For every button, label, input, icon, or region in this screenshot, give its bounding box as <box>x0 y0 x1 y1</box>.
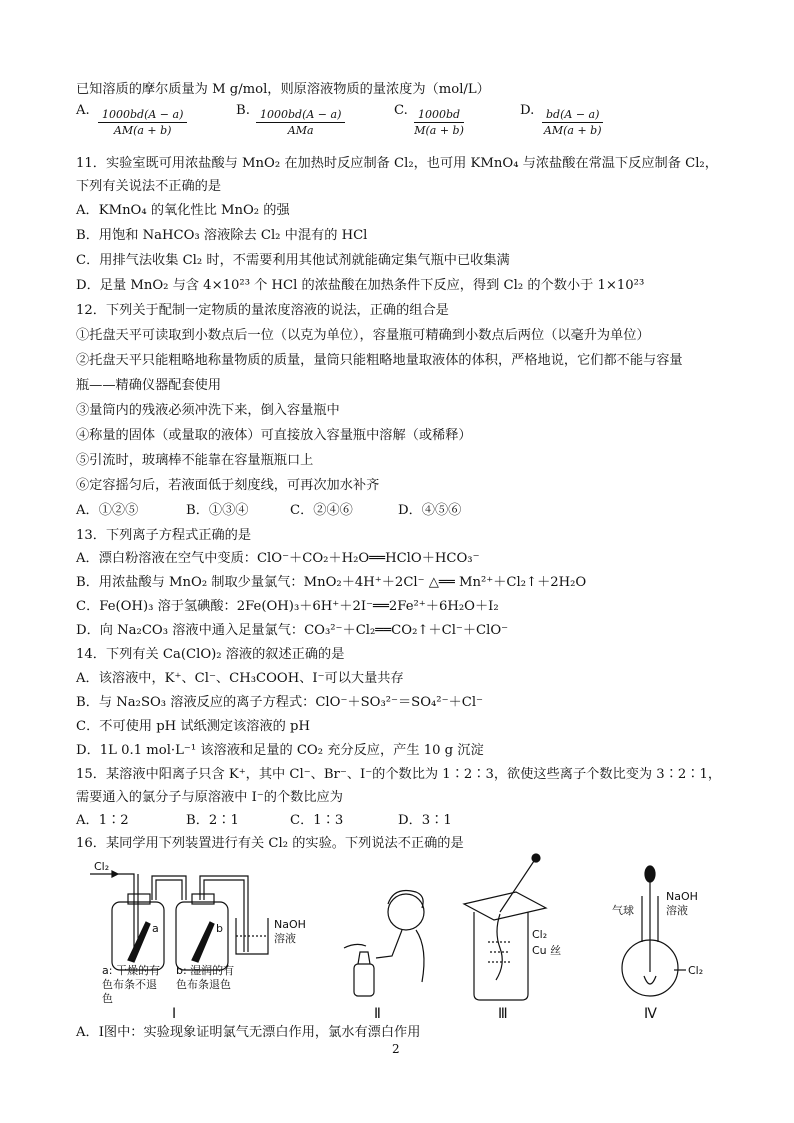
q12-statement-5: ⑤引流时，玻璃棒不能靠在容量瓶瓶口上 <box>76 453 314 468</box>
balloon <box>644 976 656 984</box>
caption-b-1: b: 湿润的有 <box>176 964 235 977</box>
label-IV: Ⅳ <box>644 1006 657 1022</box>
tube-1 <box>118 874 134 952</box>
q12-option-b: B．①③④ <box>186 503 249 518</box>
intro-text: 已知溶质的摩尔质量为 M g/mol，则原溶液物质的量浓度为（mol/L） <box>76 82 490 97</box>
bottle-b <box>176 902 228 970</box>
sparks <box>488 942 512 962</box>
bottle-a-label: a <box>152 922 159 935</box>
q10-option-b-fraction: 1000bd(A − a) AMa <box>256 108 345 137</box>
q11-stem-2: 下列有关说法不正确的是 <box>76 179 222 194</box>
cloth-strip-a <box>128 922 150 962</box>
q10-option-a-label: A. <box>76 103 90 118</box>
cl2-label-iv: Cl₂ <box>688 964 704 977</box>
q10-option-c-fraction: $\frac{1000bd}{M(a + b)}$ <box>414 108 464 137</box>
apparatus-IV <box>612 866 703 1022</box>
q12-statement-1: ①托盘天平可读取到小数点后一位（以克为单位），容量瓶可精确到小数点后两位（以毫升为单位） <box>76 328 650 343</box>
glass-plate <box>464 892 546 920</box>
q15-option-d: D．3∶1 <box>398 813 452 828</box>
apparatus-III <box>464 854 561 1022</box>
label-III: Ⅲ <box>498 1006 508 1022</box>
caption-b-2: 色布条退色 <box>176 978 231 991</box>
crucible-tongs <box>500 858 536 912</box>
balloon-label: 气球 <box>612 904 634 917</box>
q13-option-d: D．向 Na₂CO₃ 溶液中通入足量氯气：CO₃²⁻＋Cl₂══CO₂↑＋Cl⁻＋ClO⁻ <box>76 623 509 638</box>
page-number: 2 <box>392 1042 400 1056</box>
q13-option-b: B．用浓盐酸与 MnO₂ 制取少量氯气：MnO₂＋4H⁺＋2Cl⁻ △══ Mn²⁺＋Cl₂↑＋2H₂O <box>76 575 587 590</box>
person-head <box>388 894 424 930</box>
dropper-bulb <box>645 866 655 882</box>
label-II: Ⅱ <box>374 1006 381 1022</box>
apparatus-I <box>90 860 306 1022</box>
tongs-handle <box>532 854 540 862</box>
cloth-strip-b <box>192 922 214 962</box>
q16-option-a: A．Ⅰ图中：实验现象证明氯气无漂白作用，氯水有漂白作用 <box>76 1025 421 1040</box>
q10-option-b-label: B. <box>236 103 250 118</box>
q10-option-d-fraction: $\frac{bd(A - a)}{AM(a + b)}$ <box>543 108 602 137</box>
reagent-bottle <box>354 964 374 996</box>
label-I: Ⅰ <box>172 1006 177 1022</box>
q10-option-c-label: C. <box>394 103 408 118</box>
q11-option-b: B．用饱和 NaHCO₃ 溶液除去 Cl₂ 中混有的 HCl <box>76 228 368 243</box>
person-body <box>416 930 424 982</box>
q16-stem: 16．某同学用下列装置进行有关 Cl₂ 的实验。下列说法不正确的是 <box>76 836 464 851</box>
q11-option-a: A．KMnO₄ 的氧化性比 MnO₂ 的强 <box>76 203 290 218</box>
q13-option-a: A．漂白粉溶液在空气中变质：ClO⁻＋CO₂＋H₂O══HClO＋HCO₃⁻ <box>76 551 480 566</box>
q10-option-a-fraction: $\frac{1000bd(A - a)}{AM(a + b)}$ <box>98 108 187 137</box>
reagent-bottle-neck <box>358 952 370 964</box>
gas-jar <box>474 912 528 1000</box>
q15-option-c: C．1∶3 <box>290 813 344 828</box>
naoh-label-1: NaOH <box>274 918 306 931</box>
cl2-inlet-label: Cl₂ <box>94 860 110 873</box>
hand-wafting <box>344 944 366 948</box>
q15-stem-2: 需要通入的氯分子与原溶液中 I⁻的个数比应为 <box>76 790 343 805</box>
q14-option-a: A．该溶液中，K⁺、Cl⁻、CH₃COOH、I⁻可以大量共存 <box>76 671 404 686</box>
q12-statement-3: ③量筒内的残液必须冲洗下来，倒入容量瓶中 <box>76 403 340 418</box>
apparatus-II <box>344 891 424 1023</box>
naoh-label-1b: 溶液 <box>274 932 296 945</box>
tube-3b <box>204 880 244 952</box>
inlet-arrow-head <box>112 871 118 877</box>
q14-option-c: C．不可使用 pH 试纸测定该溶液的 pH <box>76 719 310 734</box>
q11-stem-1: 11．实验室既可用浓盐酸与 MnO₂ 在加热时反应制备 Cl₂，也可用 KMnO₄ 与浓盐酸在常温下反应制备 Cl₂， <box>76 156 718 171</box>
cu-wire-label: Cu 丝 <box>532 944 562 957</box>
q13-option-c: C．Fe(OH)₃ 溶于氢碘酸：2Fe(OH)₃＋6H⁺＋2I⁻══2Fe²⁺＋6H₂O＋I₂ <box>76 599 499 614</box>
q14-option-b: B．与 Na₂SO₃ 溶液反应的离子方程式：ClO⁻＋SO₃²⁻＝SO₄²⁻＋Cl⁻ <box>76 695 484 710</box>
q12-stem: 12．下列关于配制一定物质的量浓度溶液的说法，正确的组合是 <box>76 303 449 318</box>
caption-a-1: a: 干燥的有 <box>102 964 160 977</box>
q12-statement-2b: 瓶——精确仪器配套使用 <box>76 378 222 393</box>
bottle-b-label: b <box>216 922 223 935</box>
q15-stem-1: 15．某溶液中阳离子只含 K⁺，其中 Cl⁻、Br⁻、I⁻的个数比为 1∶2∶3，欲使这些离子个数比变为 3∶2∶1， <box>76 767 722 782</box>
q10-option-d-label: D. <box>520 103 535 118</box>
q12-option-a: A．①②⑤ <box>76 503 139 518</box>
person-arm <box>376 930 402 958</box>
q12-statement-6: ⑥定容摇匀后，若液面低于刻度线，可再次加水补齐 <box>76 478 380 493</box>
q12-option-c: C．②④⑥ <box>290 503 353 518</box>
tube-2b <box>156 880 182 900</box>
q12-option-d: D．④⑤⑥ <box>398 503 462 518</box>
q14-stem: 14．下列有关 Ca(ClO)₂ 溶液的叙述正确的是 <box>76 647 345 662</box>
q11-option-c: C．用排气法收集 Cl₂ 时，不需要利用其他试剂就能确定集气瓶中已收集满 <box>76 253 510 268</box>
naoh-label-2b: 溶液 <box>666 904 688 917</box>
naoh-label-2: NaOH <box>666 890 698 903</box>
q12-statement-2a: ②托盘天平只能粗略地称量物质的质量，量筒只能粗略地量取液体的体积，严格地说，它们都不能与容量 <box>76 353 683 368</box>
copper-wire <box>496 914 502 980</box>
apparatus-figure <box>76 852 726 1022</box>
q11-option-d: D．足量 MnO₂ 与含 4×10²³ 个 HCl 的浓盐酸在加热条件下反应，得到 Cl₂ 的个数小于 1×10²³ <box>76 278 645 293</box>
q14-option-d: D．1L 0.1 mol·L⁻¹ 该溶液和足量的 CO₂ 充分反应，产生 10 g 沉淀 <box>76 743 484 758</box>
caption-a-3: 色 <box>102 992 113 1005</box>
q15-option-b: B．2∶1 <box>186 813 239 828</box>
cl2-label-iii: Cl₂ <box>532 928 548 941</box>
q15-option-a: A．1∶2 <box>76 813 129 828</box>
q12-statement-4: ④称量的固体（或量取的液体）可直接放入容量瓶中溶解（或稀释） <box>76 428 472 443</box>
q13-stem: 13．下列离子方程式正确的是 <box>76 528 252 543</box>
caption-a-2: 色布条不退 <box>102 978 157 991</box>
